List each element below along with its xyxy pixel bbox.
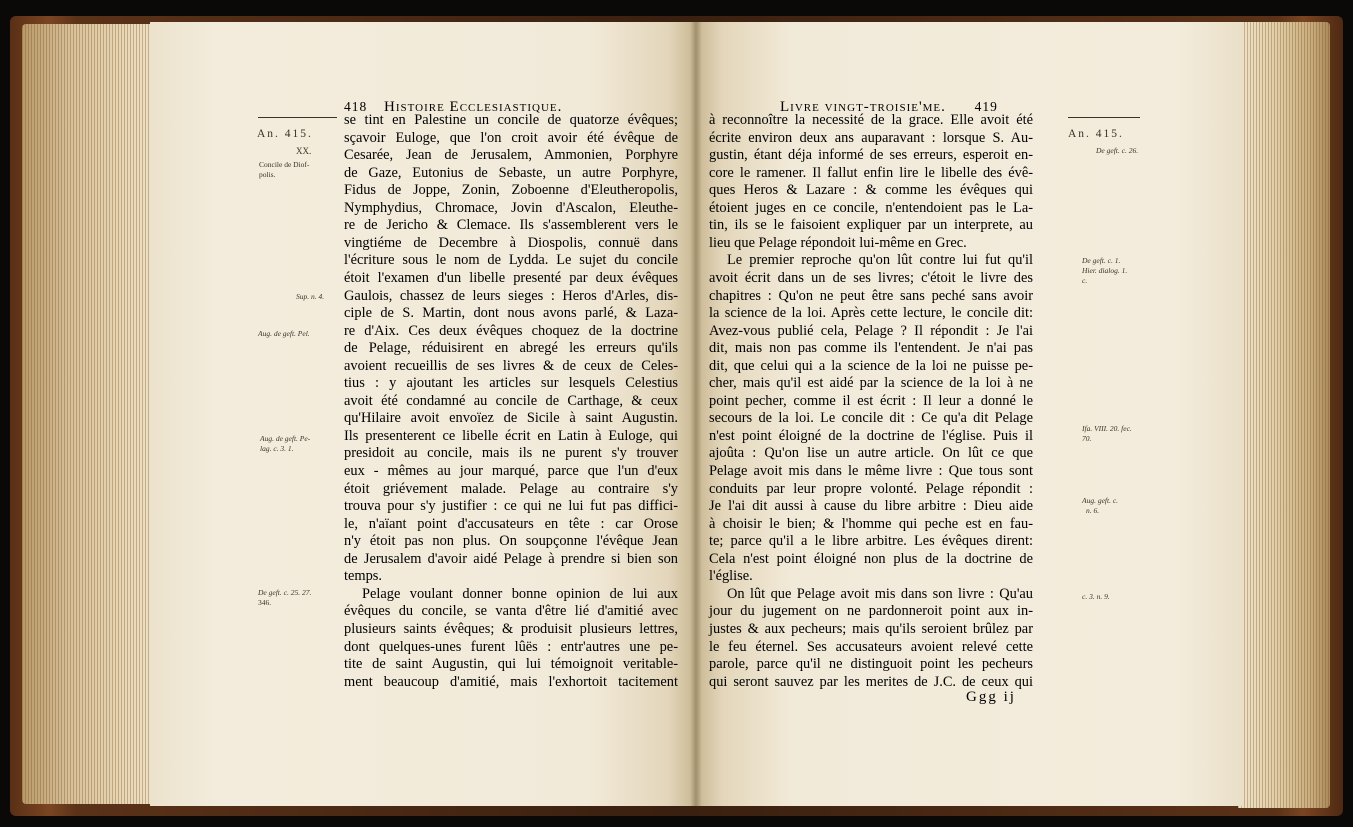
text-line: point pecher, comme il est écrit : Il leur a donné le	[709, 392, 1033, 409]
book-gutter	[690, 22, 702, 806]
text-line: qu'Hilaire avoit envoïez de Sicile à saint Augustin.	[344, 410, 678, 427]
margin-note: polis.	[259, 170, 276, 179]
text-line: l'écriture sous le nom de Lydda. Le sujet du concile	[344, 252, 678, 269]
page-edges-left	[22, 24, 162, 804]
text-line: Fidus de Joppe, Zonin, Zoboenne d'Eleutheropolis,	[344, 182, 678, 199]
margin-note: 346.	[258, 598, 272, 607]
text-line: de Pelage, réduisirent en abregé les erreurs qu'ils	[344, 340, 678, 357]
text-line: gustin, étant déja informé de ses erreurs, esperoit en-	[709, 147, 1033, 164]
text-line: tius : y ajoutant les articles sur lesquels Celestius	[344, 375, 678, 392]
left-page-number: 418	[344, 99, 368, 114]
signature-mark: Ggg ij	[966, 689, 1016, 705]
margin-note: Concile de Diof-	[259, 160, 310, 169]
margin-note: Ifa. VIII. 20. fec.	[1082, 424, 1132, 433]
text-line: ciple de S. Martin, dont nous avons parlé, & Laza-	[344, 305, 678, 322]
margin-note-section: XX.	[296, 146, 312, 156]
right-page-number: 419	[974, 99, 998, 114]
text-line: dit, que celui qui a la science de la loi ne puisse pe-	[709, 357, 1033, 374]
text-line: Avez-vous publié cela, Pelage ? Il répondit : Je l'ai	[709, 322, 1033, 339]
margin-note: De geft. c. 26.	[1096, 146, 1139, 155]
text-line: eux - mêmes au jour marqué, parce que l'un d'eux	[344, 463, 678, 479]
text-line: de Jerusalem d'avoir aidé Pelage à prendre si bien son	[344, 550, 678, 567]
page-edges-right	[1238, 22, 1330, 808]
text-line: On lût que Pelage avoit mis dans son livre : Qu'au	[727, 585, 1033, 602]
text-line: chapitres : Qu'on ne peut être sans peché sans avoir	[709, 287, 1033, 304]
text-line: sçavoir Euloge, que l'on croit avoir été évêque de	[344, 129, 678, 146]
text-line: lieu que Pelage répondoit lui-même en Grec.	[709, 234, 967, 251]
text-line: ment beaucoup d'amitié, mais l'exhortoit tacitement	[344, 673, 678, 690]
margin-note: Sup. n. 4.	[296, 292, 325, 301]
text-line: ques Heros & Lazare : & comme les évêques qui	[709, 182, 1033, 199]
text-line: la science de la loi. Après cette lecture, le concile dit:	[709, 305, 1033, 322]
text-line: parole, parce qu'il ne distinguoit point les pecheurs	[709, 656, 1033, 673]
text-line: à reconnoître la necessité de la grace. Elle avoit été	[709, 112, 1033, 128]
text-line: Cela n'est point éloigné non plus de la doctrine de	[709, 550, 1033, 567]
text-line: avoit été condamné au concile de Carthage, & ceux	[344, 392, 678, 409]
text-line: n'est point éloigné de la doctrine de l'église. Puis il	[709, 427, 1033, 444]
margin-note: c.	[1082, 276, 1088, 285]
margin-note: 70.	[1082, 434, 1092, 443]
text-line: de Gaze, Eutonius de Sebaste, un autre Porphyre,	[344, 164, 678, 181]
text-line: étoit l'examen d'un libelle presenté par deux évêques	[344, 269, 678, 286]
text-line: le feu éternel. Ses accusateurs avoient relevé cette	[709, 638, 1033, 655]
margin-note-year: An. 415.	[257, 128, 313, 140]
text-line: secours de la loi. Le concile dit : Ce qu'a dit Pelage	[709, 410, 1033, 427]
text-line: re d'Aix. Ces deux évêques choquez de la doctrine	[344, 322, 678, 339]
text-line: Je l'ai dit aussi à cause du libre arbitre : Dieu aide	[709, 498, 1033, 515]
margin-note: Aug. de geft. Pel.	[258, 329, 310, 338]
text-line: avoit écrit dans un de ses livres; c'étoit le livre des	[709, 269, 1033, 286]
text-line: core le ramener. Il fallut enfin lire le libelle des évê-	[709, 164, 1033, 181]
text-line: cher, mais qu'il est aidé par la science de la loi à ne	[709, 375, 1033, 392]
text-line: tin, ils se le faisoient expliquer par un interprete, au	[709, 217, 1033, 234]
margin-note: De geft. c. 1.	[1082, 256, 1121, 265]
margin-note: n. 6.	[1086, 506, 1100, 515]
text-line: Cesarée, Jean de Jerusalem, Ammonien, Porphyre	[344, 147, 678, 164]
margin-note: Hier. dialog. 1.	[1082, 266, 1128, 275]
text-line: jour du jugement on ne pardonneroit point aux in-	[709, 603, 1033, 620]
text-line: Le premier reproche qu'on lût contre lui fut qu'il	[727, 252, 1033, 269]
right-margin-rule	[1068, 117, 1140, 118]
margin-note-year: An. 415.	[1068, 128, 1124, 140]
text-line: te; parce qu'il a le libre arbitre. Les évêques dirent:	[709, 533, 1033, 550]
text-line: temps.	[344, 568, 382, 585]
text-line: à choisir le bien; & l'homme qui peche est en fau-	[709, 515, 1033, 532]
text-line: l'église.	[709, 568, 753, 585]
text-line: se tint en Palestine un concile de quatorze évêques;	[344, 112, 678, 128]
left-margin-rule	[258, 117, 337, 118]
text-line: Pelage voulant donner bonne opinion de lui aux	[362, 585, 678, 602]
text-line: trouva pour s'y justifier : ce qui ne lui fut pas diffici-	[344, 498, 678, 515]
text-line: ajoûta : Qu'on lise un autre article. On lût ce que	[709, 445, 1033, 462]
text-line: Pelage avoit mis dans le même livre : Que tous sont	[709, 463, 1033, 479]
text-line: presidoit au concile, mais ils ne purent s'y trouver	[344, 445, 678, 462]
text-line: dit, mais non pas comme ils l'entendent. Je n'ai pas	[709, 340, 1033, 357]
text-line: écrite environ deux ans auparavant : lorsque S. Au-	[709, 129, 1033, 146]
margin-note: Aug. geft. c.	[1082, 496, 1119, 505]
text-line: Ils presenterent ce libelle écrit en Latin à Euloge, qui	[344, 427, 678, 444]
text-line: vingtiéme de Decembre à Diospolis, connuë dans	[344, 234, 678, 251]
text-line: étoient juges en ce concile, n'entendoient pas le La-	[709, 199, 1033, 216]
text-line: justes & aux pecheurs; mais qu'ils seroient brûlez par	[709, 620, 1033, 637]
text-line: conduits par leur propre volonté. Pelage répondit :	[709, 480, 1033, 497]
text-line: Gaulois, chassez de leurs sieges : Heros d'Arles, dis-	[344, 287, 678, 304]
right-running-head: Livre vingt-troisie'me.	[780, 99, 946, 115]
text-line: avoient recueillis de ses livres & de ceux de Celes-	[344, 357, 678, 374]
margin-note: De geft. c. 25. 27.	[258, 588, 312, 597]
text-line: dont quelques-unes furent lûës : entr'autres une pe-	[344, 638, 678, 655]
text-line: re de Jericho & Clemace. Ils s'assemblerent vers le	[344, 217, 678, 234]
text-line: plusieurs saints évêques; & produisit plusieurs lettres,	[344, 620, 678, 637]
text-line: Nymphydius, Chromace, Jovin d'Ascalon, Eleuthe-	[344, 199, 678, 216]
margin-note: lag. c. 3. 1.	[260, 444, 294, 453]
text-line: le, n'aïant point d'accusateurs en tête : car Orose	[344, 515, 678, 532]
text-line: qui seront sauvez par les merites de J.C. de ceux qui	[709, 673, 1033, 690]
margin-note: c. 3. n. 9.	[1082, 592, 1110, 601]
text-line: n'y étoit pas non plus. On soupçonne l'évêque Jean	[344, 533, 678, 550]
text-line: tite de saint Augustin, qui lui témoignoit veritable-	[344, 656, 678, 673]
text-line: étoit griévement malade. Pelage au contraire s'y	[344, 480, 678, 497]
left-running-head: Histoire Ecclesiastique.	[384, 99, 563, 115]
text-line: évêques du concile, se vanta d'être lié d'amitié avec	[344, 603, 678, 620]
margin-note: Aug. de geft. Pe-	[260, 434, 311, 443]
